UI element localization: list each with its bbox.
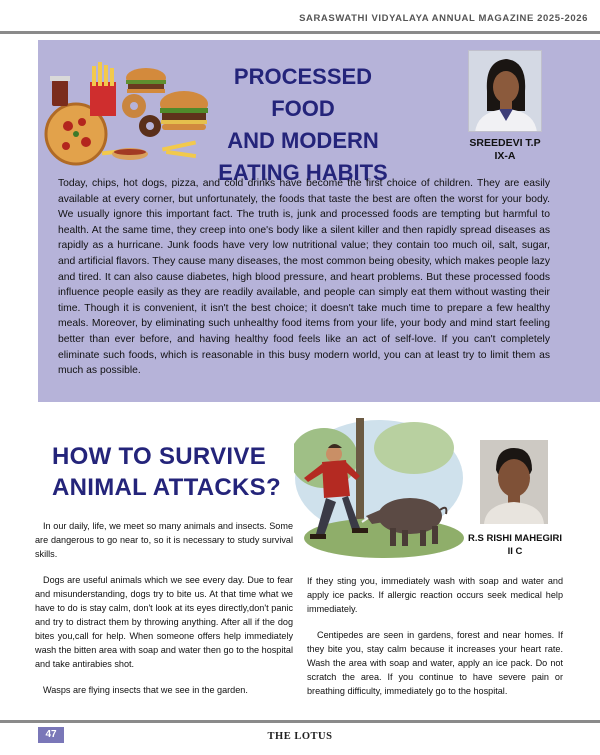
page-number: 47 — [38, 727, 64, 743]
article-title-line: AND MODERN — [227, 128, 379, 153]
author-name: SREEDEVI T.P — [469, 137, 541, 149]
paragraph: Centipedes are seen in gardens, forest and near homes. If they bite you, stay calm because it increases your heart rate. Wash the area with soap and water, apply an ice pack. Do not scratch the area. If you continue to have severe pain or breathing difficulty, immediately go to the hospital. — [307, 630, 563, 696]
article-column-left — [35, 519, 293, 709]
header-rule — [0, 31, 600, 34]
paragraph: If they sting you, immediately wash with soap and water and apply ice packs. If allergic reaction occurs seek medical help immediately. — [307, 576, 563, 614]
paragraph: Dogs are useful animals which we see every day. Due to fear and misunderstanding, dogs try to bite us. At that time what we have to do is stay calm, don't look at its eyes directly,don't panic and try to distract them by throwing anything. After all if the dog bites you,call for help. When someone offers help immediately wash the bitten area with soap and water then go to the hospital and take antirabies shot. — [35, 575, 293, 669]
page-header — [0, 0, 600, 34]
footer-brand: THE LOTUS — [267, 731, 333, 742]
author-class: II C — [507, 546, 523, 557]
man-fleeing-boar-illustration — [294, 418, 464, 566]
author-caption — [455, 137, 555, 163]
paragraph: Wasps are flying insects that we see in the garden. — [43, 685, 248, 695]
article-title-line: HOW TO SURVIVE — [52, 443, 267, 470]
author-caption — [460, 532, 570, 558]
article-column-right — [307, 574, 563, 710]
article-title-line: EATING HABITS — [218, 160, 388, 185]
article-title — [208, 61, 398, 189]
article-body: Today, chips, hot dogs, pizza, and cold drinks have become the first choice of children. They are easily available at every corner, but unfortunately, the foods that taste the best are often the worst for your body. We usually ignore this important fact. The truth is, junk and processed foods are tempting but harmful to health. At the same time, they creep into one's body like a silent killer and then rapidly spread diseases as rapidly as a hurricane. Junk foods have very low nutritional value; they contain too much oil, salt, sugar, and artificial flavors. They cause many diseases, the most common being obesity, which makes people lazy and tired. It can also cause diabetes, high blood pressure, and heart problems. But these processed foods influence people easily as they are readily available, and people can simply eat them without wasting their time. Though it is convenient, it isn't the best choice; it doesn't take much time to prepare a few healthy meals. Moreover, by eliminating such unhealthy food items from your life, your body and mind start feeling better than ever before, and having healthy food feels like an act of self-love. If you can't completely eliminate such foods, which is reasonable in this busy modern world, you can at least try to limit them as much as possible. — [58, 178, 550, 377]
article-title-line: ANIMAL ATTACKS? — [52, 474, 281, 501]
student-photo-boy — [480, 440, 548, 524]
student-photo-girl — [469, 51, 542, 132]
author-name: R.S RISHI MAHEGIRI — [468, 533, 562, 544]
magazine-title: SARASWATHI VIDYALAYA ANNUAL MAGAZINE 2025-2026 — [299, 13, 588, 24]
footer-rule — [0, 720, 600, 723]
paragraph: In our daily, life, we meet so many animals and insects. Some are dangerous to go near to, so it is necessary to study survival skills. — [35, 521, 293, 559]
author-photo — [480, 440, 548, 524]
article-title — [52, 441, 292, 503]
author-class: IX-A — [494, 150, 516, 162]
author-photo — [468, 50, 542, 132]
junk-food-illustration — [42, 56, 214, 168]
article-title-line: PROCESSED FOOD — [233, 64, 373, 121]
